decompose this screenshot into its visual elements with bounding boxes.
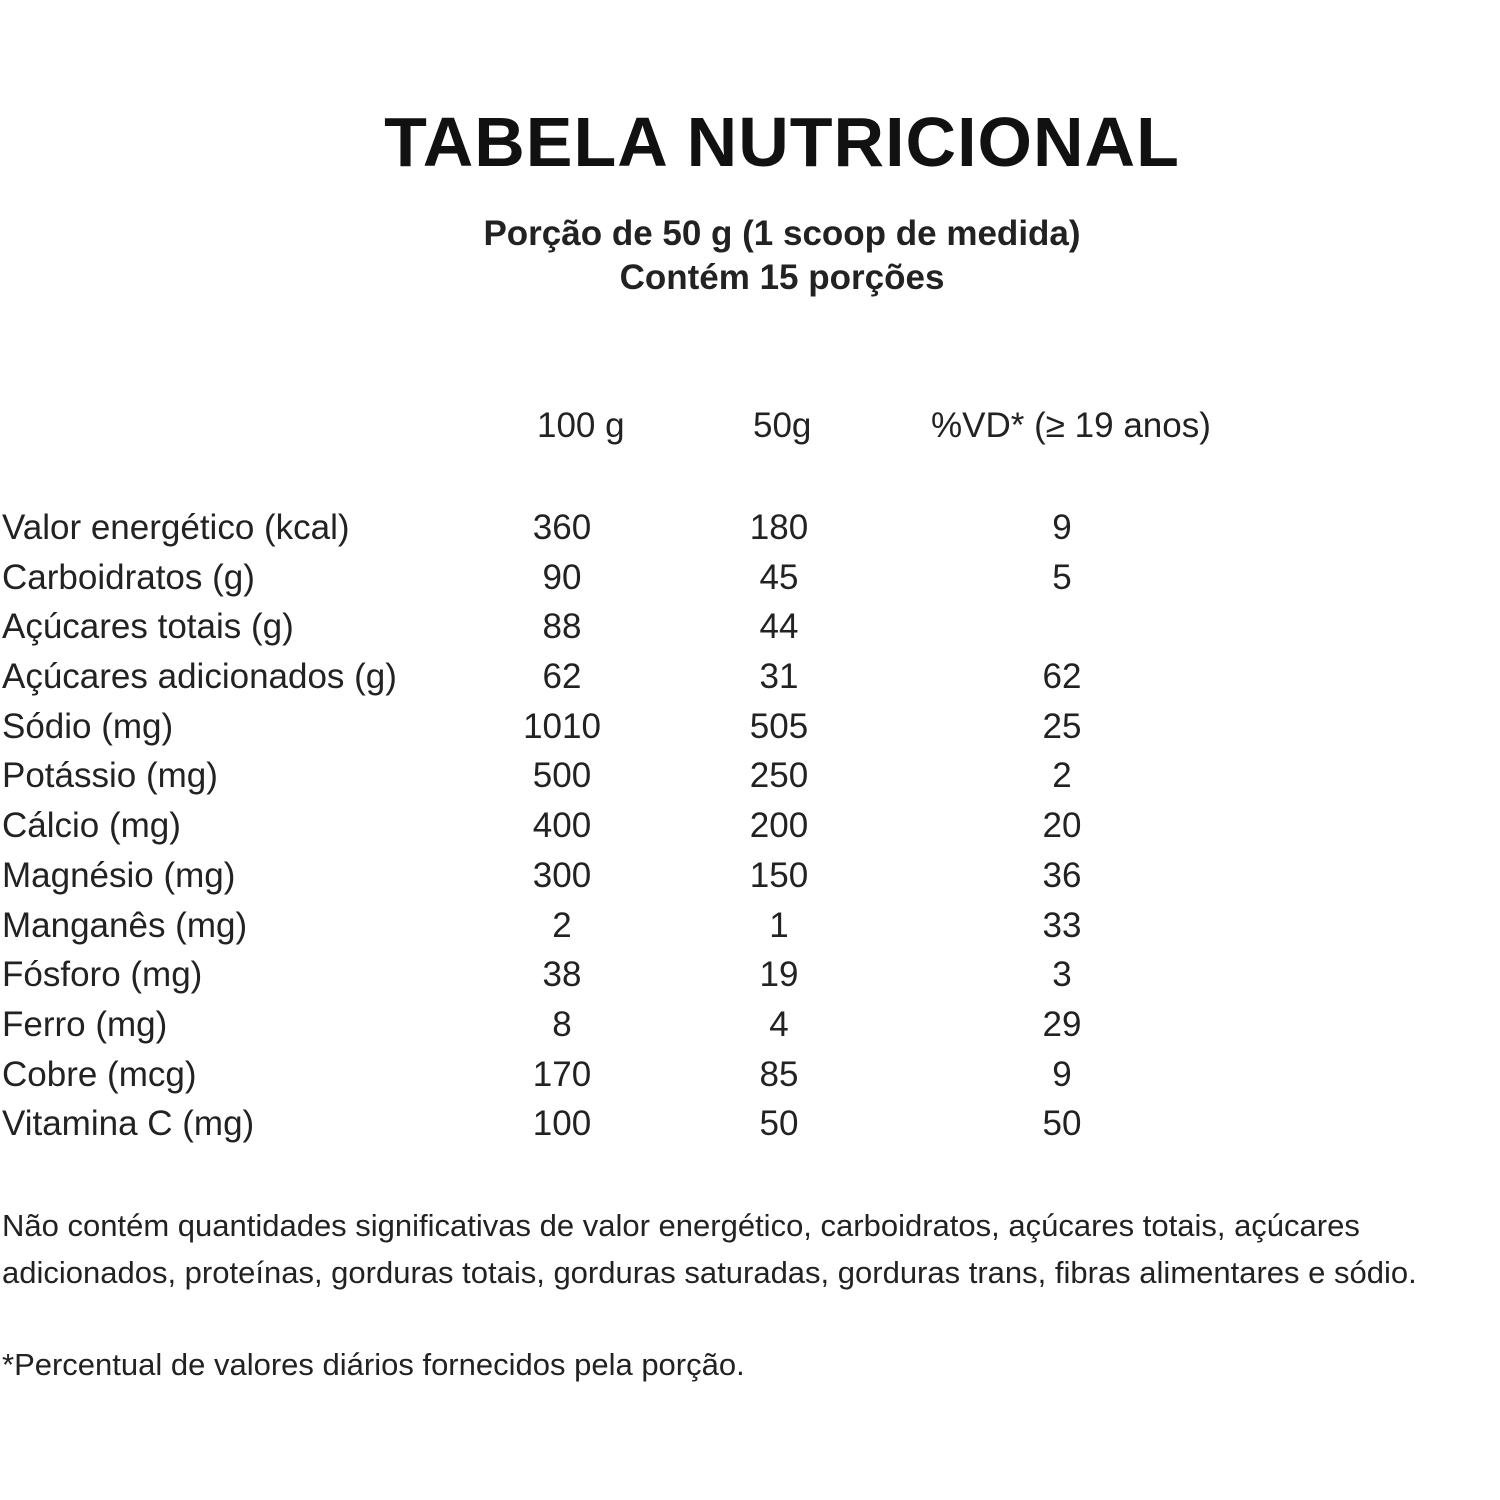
value-100g: 170 — [532, 1054, 592, 1094]
value-vd: 3 — [1052, 955, 1072, 995]
value-vd: 62 — [1042, 657, 1082, 697]
nutrient-label: Manganês (mg) — [2, 905, 248, 945]
table-row — [0, 1000, 1500, 1050]
value-vd: 33 — [1042, 905, 1082, 945]
nutrient-label: Açúcares totais (g) — [2, 607, 294, 647]
nutrient-label: Potássio (mg) — [2, 756, 218, 796]
column-header-50g: 50g — [753, 406, 812, 445]
value-100g: 100 — [532, 1104, 592, 1144]
value-vd: 29 — [1042, 1004, 1082, 1044]
value-50g: 505 — [749, 706, 809, 746]
value-100g: 38 — [542, 955, 582, 995]
value-vd: 20 — [1042, 806, 1082, 846]
nutrient-label: Vitamina C (mg) — [2, 1104, 255, 1144]
value-50g: 31 — [759, 657, 799, 697]
value-vd: 9 — [1052, 1054, 1072, 1094]
nutrient-label: Cobre (mcg) — [2, 1054, 197, 1094]
footnote: *Percentual de valores diários fornecidos pela porção. — [2, 1347, 745, 1382]
value-100g: 8 — [552, 1004, 572, 1044]
nutrient-label: Valor energético (kcal) — [2, 508, 350, 547]
table-row — [0, 950, 1500, 1000]
table-row — [0, 1099, 1500, 1149]
value-50g: 50 — [759, 1104, 799, 1144]
value-vd: 9 — [1052, 508, 1072, 547]
value-50g: 85 — [759, 1054, 799, 1094]
value-vd: 36 — [1042, 855, 1082, 895]
table-row — [0, 901, 1500, 951]
servings-per-container: Contém 15 porções — [619, 258, 945, 297]
nutrient-label: Açúcares adicionados (g) — [2, 657, 397, 697]
value-50g: 4 — [769, 1004, 789, 1044]
value-100g: 360 — [532, 508, 592, 547]
serving-size: Porção de 50 g (1 scoop de medida) — [483, 214, 1081, 253]
nutrition-rows — [0, 503, 1500, 1149]
nutrient-label: Fósforo (mg) — [2, 955, 203, 995]
nutrient-label: Magnésio (mg) — [2, 855, 236, 895]
page-title: TABELA NUTRICIONAL — [384, 103, 1180, 181]
column-header-100g: 100 g — [537, 406, 625, 445]
table-row — [0, 801, 1500, 851]
value-100g: 88 — [542, 607, 582, 647]
value-50g: 1 — [769, 905, 789, 945]
value-100g: 62 — [542, 657, 582, 697]
not-significant-note: Não contém quantidades significativas de valor energético, carboidratos, açúcares totais, açúcares adicionados, proteínas, gorduras totais, gorduras saturadas, gorduras trans, fibras alimentares e sódio. — [2, 1208, 1417, 1290]
value-100g: 300 — [532, 855, 592, 895]
value-vd: 5 — [1052, 557, 1072, 597]
nutrient-label: Carboidratos (g) — [2, 557, 255, 597]
value-100g: 1010 — [523, 706, 601, 746]
table-row — [0, 751, 1500, 801]
value-100g: 400 — [532, 806, 592, 846]
table-row — [0, 702, 1500, 752]
value-vd: 2 — [1052, 756, 1072, 796]
table-row — [0, 1050, 1500, 1100]
table-row — [0, 652, 1500, 702]
value-100g: 500 — [532, 756, 592, 796]
value-vd: 50 — [1042, 1104, 1082, 1144]
value-50g: 45 — [759, 557, 799, 597]
value-50g: 150 — [749, 855, 809, 895]
table-row — [0, 602, 1500, 652]
column-header-vd: %VD* (≥ 19 anos) — [931, 406, 1211, 445]
nutrient-label: Ferro (mg) — [2, 1004, 168, 1044]
table-row — [0, 851, 1500, 901]
value-50g: 19 — [759, 955, 799, 995]
nutrient-label: Sódio (mg) — [2, 706, 174, 746]
table-row — [0, 503, 1500, 553]
nutrient-label: Cálcio (mg) — [2, 806, 181, 846]
value-100g: 2 — [552, 905, 572, 945]
value-50g: 180 — [749, 508, 809, 547]
value-50g: 200 — [749, 806, 809, 846]
table-row — [0, 553, 1500, 603]
value-50g: 250 — [749, 756, 809, 796]
value-50g: 44 — [759, 607, 799, 647]
value-100g: 90 — [542, 557, 582, 597]
value-vd: 25 — [1042, 706, 1082, 746]
